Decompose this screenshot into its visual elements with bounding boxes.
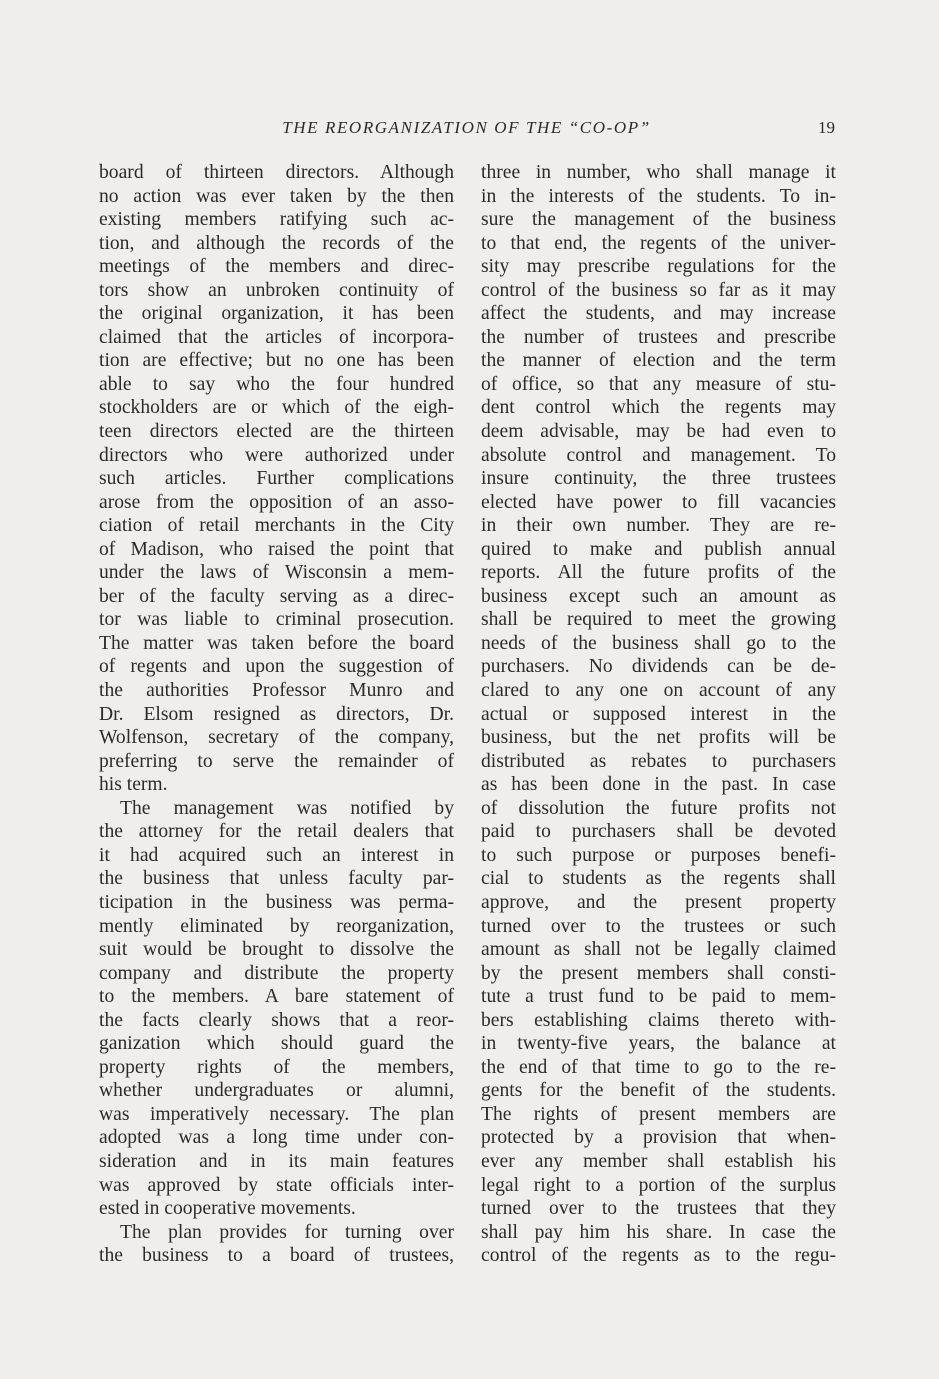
text-line: gents for the benefit of the students.	[481, 1080, 836, 1102]
text-line: the facts clearly shows that a reor-	[99, 1009, 454, 1031]
text-line: the original organization, it has been	[99, 303, 454, 325]
text-line: The plan provides for turning over	[120, 1221, 454, 1243]
text-line: bers establishing claims thereto with-	[481, 1009, 836, 1031]
text-line: distributed as rebates to purchasers	[481, 750, 836, 772]
text-line: control of the regents as to the regu-	[481, 1245, 836, 1267]
text-line: arose from the opposition of an asso-	[99, 491, 454, 513]
text-line: the business that unless faculty par-	[99, 868, 454, 890]
text-line: tors show an unbroken continuity of	[99, 279, 454, 301]
text-line: his term.	[99, 774, 168, 796]
text-line: to that end, the regents of the univer-	[481, 232, 836, 254]
text-line: reports. All the future profits of the	[481, 562, 836, 584]
text-line: needs of the business shall go to the	[481, 632, 836, 654]
page-number: 19	[818, 118, 835, 137]
text-line: amount as shall not be legally claimed	[481, 939, 836, 961]
text-line: paid to purchasers shall be devoted	[481, 821, 836, 843]
text-line: The management was notified by	[120, 797, 454, 819]
text-line: tion are effective; but no one has been	[99, 350, 454, 372]
text-line: The rights of present members are	[481, 1103, 836, 1125]
text-line: such articles. Further complications	[99, 468, 454, 490]
text-line: shall pay him his share. In case the	[481, 1221, 836, 1243]
text-line: in twenty-five years, the balance at	[481, 1033, 836, 1055]
text-line: insure continuity, the three trustees	[481, 468, 836, 490]
text-line: ganization which should guard the	[99, 1033, 454, 1055]
text-line: business, but the net profits will be	[481, 727, 836, 749]
text-line: by the present members shall consti-	[481, 962, 836, 984]
text-line: clared to any one on account of any	[481, 680, 836, 702]
text-line: approve, and the present property	[481, 891, 836, 913]
running-head	[98, 116, 835, 140]
text-line: of dissolution the future profits not	[481, 797, 836, 819]
text-line: under the laws of Wisconsin a mem-	[99, 562, 454, 584]
text-line: directors who were authorized under	[99, 444, 454, 466]
text-line: the manner of election and the term	[481, 350, 836, 372]
text-line: shall be required to meet the growing	[481, 609, 836, 631]
text-line: ticipation in the business was perma-	[99, 891, 454, 913]
text-line: tor was liable to criminal prosecution.	[99, 609, 454, 631]
text-line: of Madison, who raised the point that	[99, 538, 454, 560]
text-line: business except such an amount as	[481, 585, 836, 607]
text-line: whether undergraduates or alumni,	[99, 1080, 454, 1102]
text-line: ber of the faculty serving as a direc-	[99, 585, 454, 607]
text-line: company and distribute the property	[99, 962, 454, 984]
text-line: in the interests of the students. To in-	[481, 185, 836, 207]
text-line: able to say who the four hundred	[99, 373, 454, 395]
text-line: suit would be brought to dissolve the	[99, 939, 454, 961]
text-line: quired to make and publish annual	[481, 538, 836, 560]
text-line: ested in cooperative movements.	[99, 1198, 356, 1220]
text-line: existing members ratifying such ac-	[99, 209, 454, 231]
right-column	[481, 161, 836, 1268]
text-line: the attorney for the retail dealers that	[99, 821, 454, 843]
text-line: Dr. Elsom resigned as directors, Dr.	[99, 703, 454, 725]
text-line: mently eliminated by reorganization,	[99, 915, 454, 937]
text-line: meetings of the members and direc-	[99, 256, 454, 278]
text-line: of regents and upon the suggestion of	[99, 656, 454, 678]
text-line: legal right to a portion of the surplus	[481, 1174, 836, 1196]
text-line: of office, so that any measure of stu-	[481, 373, 836, 395]
text-line: to the members. A bare statement of	[99, 986, 454, 1008]
text-line: in their own number. They are re-	[481, 515, 836, 537]
text-line: tion, and although the records of the	[99, 232, 454, 254]
text-line: preferring to serve the remainder of	[99, 750, 454, 772]
text-line: was imperatively necessary. The plan	[99, 1103, 454, 1125]
text-line: teen directors elected are the thirteen	[99, 421, 454, 443]
text-line: absolute control and management. To	[481, 444, 836, 466]
text-line: board of thirteen directors. Although	[99, 162, 454, 183]
text-line: Wolfenson, secretary of the company,	[99, 727, 454, 749]
text-line: adopted was a long time under con-	[99, 1127, 454, 1149]
text-line: to such purpose or purposes benefi-	[481, 844, 836, 866]
text-line: the number of trustees and prescribe	[481, 326, 836, 348]
text-line: was approved by state officials inter-	[99, 1174, 454, 1196]
text-line: claimed that the articles of incorpora-	[99, 326, 454, 348]
text-line: purchasers. No dividends can be de-	[481, 656, 836, 678]
text-line: affect the students, and may increase	[481, 303, 836, 325]
text-line: The matter was taken before the board	[99, 632, 454, 654]
text-line: turned over to the trustees that they	[481, 1198, 836, 1220]
text-line: no action was ever taken by the then	[99, 185, 454, 207]
text-line: sure the management of the business	[481, 209, 836, 231]
text-line: actual or supposed interest in the	[481, 703, 836, 725]
text-line: ciation of retail merchants in the City	[99, 515, 454, 537]
text-line: sideration and in its main features	[99, 1150, 454, 1172]
text-line: the end of that time to go to the re-	[481, 1056, 836, 1078]
text-line: sity may prescribe regulations for the	[481, 256, 836, 278]
text-line: control of the business so far as it may	[481, 279, 836, 301]
text-line: cial to students as the regents shall	[481, 868, 836, 890]
text-line: property rights of the members,	[99, 1056, 454, 1078]
left-column	[99, 161, 454, 1268]
text-line: the business to a board of trustees,	[99, 1245, 454, 1267]
text-line: elected have power to fill vacancies	[481, 491, 836, 513]
text-line: it had acquired such an interest in	[99, 844, 454, 866]
text-line: protected by a provision that when-	[481, 1127, 836, 1149]
text-line: tute a trust fund to be paid to mem-	[481, 986, 836, 1008]
text-line: turned over to the trustees or such	[481, 915, 836, 937]
text-line: three in number, who shall manage it	[481, 162, 836, 183]
running-title: THE REORGANIZATION OF THE “CO-OP”	[282, 118, 651, 137]
text-line: dent control which the regents may	[481, 397, 836, 419]
text-line: ever any member shall establish his	[481, 1150, 836, 1172]
text-line: stockholders are or which of the eigh-	[99, 397, 454, 419]
text-line: deem advisable, may be had even to	[481, 421, 836, 443]
text-line: the authorities Professor Munro and	[99, 680, 454, 702]
text-line: as has been done in the past. In case	[481, 774, 836, 796]
